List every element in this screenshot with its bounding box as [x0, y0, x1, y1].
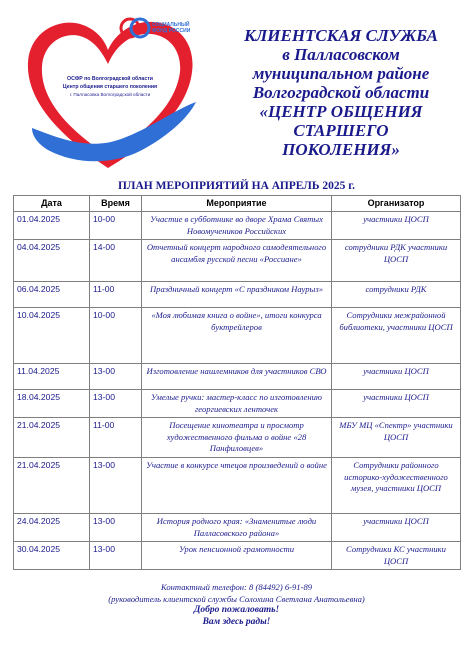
table-row: [14, 240, 461, 282]
cell-org: Сотрудники районного историко-художественного музея, участники ЦОСП: [332, 458, 461, 514]
table-row: [14, 212, 461, 240]
cell-org: Сотрудники КС участники ЦОСП: [332, 542, 461, 570]
cell-date: 21.04.2025: [14, 418, 90, 458]
logo-caption-2: Центр общения старшего поколения: [62, 84, 158, 90]
cell-date: 01.04.2025: [14, 212, 90, 240]
cell-event: Отчетный концерт народного самодеятельного ансамбля русской песни «Россиане»: [142, 240, 332, 282]
table-header-row: [14, 196, 461, 212]
cell-event: Умелые ручки: мастер-класс по изготовлению георгиевских ленточек: [142, 390, 332, 418]
contact-phone: Контактный телефон: 8 (84492) 6-91-89: [160, 582, 313, 592]
cell-org: сотрудники РДК участники ЦОСП: [332, 240, 461, 282]
header-line: КЛИЕНТСКАЯ СЛУЖБА: [244, 26, 438, 45]
table-row: [14, 418, 461, 458]
table-row: [14, 542, 461, 570]
cell-date: 18.04.2025: [14, 390, 90, 418]
table-row: [14, 458, 461, 514]
header-line: муниципальном районе: [252, 64, 430, 83]
cell-time: 13-00: [90, 514, 142, 542]
cell-date: 04.04.2025: [14, 240, 90, 282]
brand-line-1: СОЦИАЛЬНЫЙ: [152, 22, 190, 28]
header-line: «ЦЕНТР ОБЩЕНИЯ: [259, 102, 423, 121]
cell-event: Участие в субботнике во дворе Храма Святых Новомучеников Российских: [142, 212, 332, 240]
column-header-event: Мероприятие: [142, 196, 332, 212]
column-header-time: Время: [90, 196, 142, 212]
cell-time: 10-00: [90, 308, 142, 364]
cell-date: 11.04.2025: [14, 364, 90, 390]
logo-caption-1: ОСФР по Волгоградской области: [67, 76, 153, 82]
table-row: [14, 514, 461, 542]
cell-event: История родного края: «Знаменитые люди Палласовского района»: [142, 514, 332, 542]
cell-date: 06.04.2025: [14, 282, 90, 308]
cell-event: Посещение кинотеатра и просмотр художественного фильма о войне «28 Панфиловцев»: [142, 418, 332, 458]
header-line: ПОКОЛЕНИЯ»: [282, 140, 400, 159]
table-row: [14, 308, 461, 364]
cell-time: 11-00: [90, 282, 142, 308]
cell-event: Урок пенсионной грамотности: [142, 542, 332, 570]
cell-time: 13-00: [90, 364, 142, 390]
cell-org: Сотрудники межрайонной библиотеки, участники ЦОСП: [332, 308, 461, 364]
cell-event: Праздничный концерт «С праздником Наурыз»: [142, 282, 332, 308]
logo-caption-3: г. Палласовка Волгоградской области: [69, 92, 151, 97]
brand-line-2: ФОНД РОССИИ: [152, 28, 191, 34]
cell-date: 21.04.2025: [14, 458, 90, 514]
cell-org: участники ЦОСП: [332, 514, 461, 542]
events-table: [13, 195, 461, 570]
table-row: [14, 364, 461, 390]
plan-title: ПЛАН МЕРОПРИЯТИЙ НА АПРЕЛЬ 2025 г.: [117, 180, 356, 192]
header-line: Волгоградской области: [252, 83, 430, 102]
cell-event: «Моя любимая книга о войне», итоги конкурса буктрейлеров: [142, 308, 332, 364]
heart-hand-logo-icon: [18, 10, 206, 178]
column-header-org: Организатор: [332, 196, 461, 212]
cell-org: участники ЦОСП: [332, 390, 461, 418]
cell-org: участники ЦОСП: [332, 364, 461, 390]
cell-time: 13-00: [90, 542, 142, 570]
logo: [18, 10, 206, 178]
head-of-service: (руководитель клиентской службы Солохина Светлана Анатольевна): [108, 593, 365, 604]
cell-time: 13-00: [90, 458, 142, 514]
cell-date: 30.04.2025: [14, 542, 90, 570]
cell-time: 13-00: [90, 390, 142, 418]
welcome-text: Добро пожаловать!: [193, 605, 280, 615]
column-header-date: Дата: [14, 196, 90, 212]
cell-time: 10-00: [90, 212, 142, 240]
footer: [0, 582, 473, 628]
header-line: СТАРШЕГО: [293, 121, 389, 140]
cell-event: Изготовление нашлемников для участников СВО: [142, 364, 332, 390]
cell-time: 14-00: [90, 240, 142, 282]
page-header: [222, 26, 460, 159]
cell-event: Участие в конкурсе чтецов произведений о войне: [142, 458, 332, 514]
header-line: в Палласовском: [282, 45, 400, 64]
cell-org: сотрудники РДК: [332, 282, 461, 308]
glad-text: Вам здесь рады!: [202, 616, 271, 627]
cell-date: 10.04.2025: [14, 308, 90, 364]
cell-time: 11-00: [90, 418, 142, 458]
table-row: [14, 390, 461, 418]
cell-org: участники ЦОСП: [332, 212, 461, 240]
table-row: [14, 282, 461, 308]
cell-org: МБУ МЦ «Спектр» участники ЦОСП: [332, 418, 461, 458]
cell-date: 24.04.2025: [14, 514, 90, 542]
